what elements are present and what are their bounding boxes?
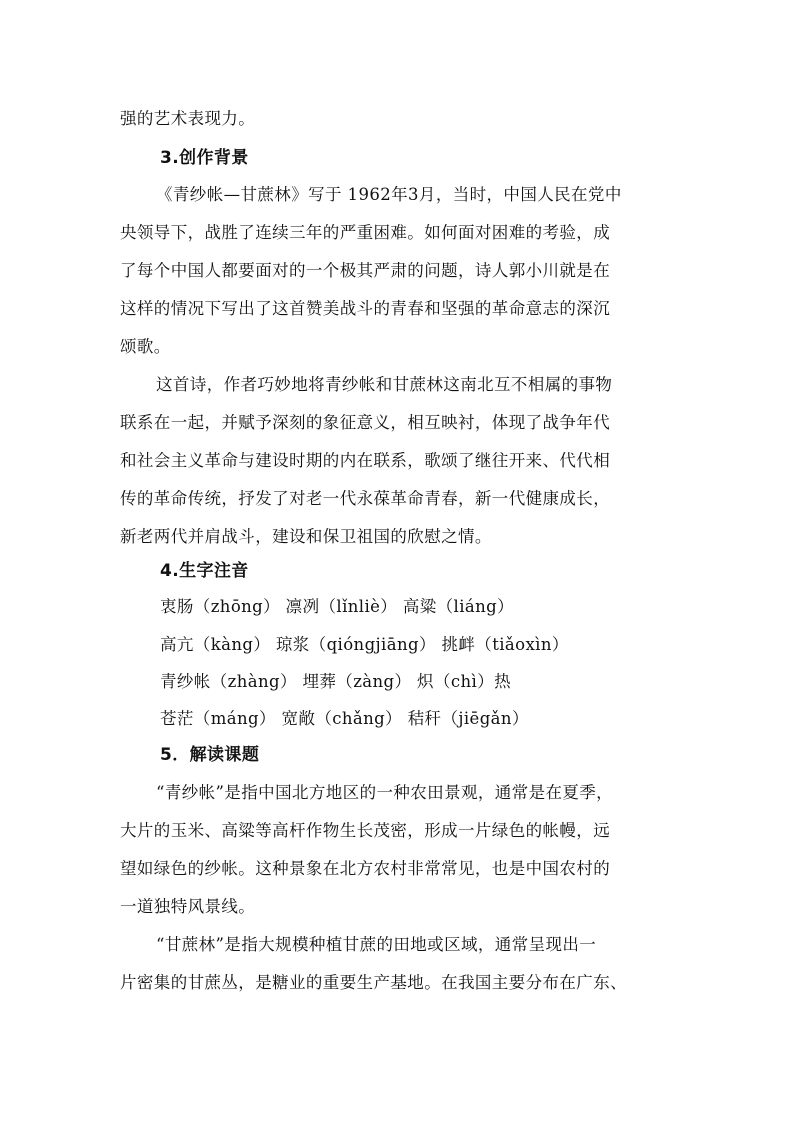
pinyin-line: 衷肠（zhōng） 凛冽（lǐnliè） 高粱（liáng） <box>160 597 515 616</box>
text-line: 一道独特风景线。 <box>120 897 256 916</box>
text-line: 传的革命传统，抒发了对老一代永葆革命青春，新一代健康成长， <box>120 489 611 508</box>
text-line: 央领导下，战胜了连续三年的严重困难。如何面对困难的考验，成 <box>120 223 611 242</box>
pinyin-line: 苍茫（máng） 宽敞（chǎng） 秸秆（jiēgǎn） <box>160 709 529 728</box>
text-line: 新老两代并肩战斗，建设和保卫祖国的欣慰之情。 <box>120 527 492 546</box>
text-line: 和社会主义革命与建设时期的内在联系，歌颂了继往开来、代代相 <box>120 451 611 470</box>
text-line: 这首诗，作者巧妙地将青纱帐和甘蔗林这南北互不相属的事物 <box>156 375 613 394</box>
text-line: 了每个中国人都要面对的一个极其严肃的问题，诗人郭小川就是在 <box>120 261 611 280</box>
pinyin-line: 青纱帐（zhàng） 埋葬（zàng） 炽（chì）热 <box>160 672 511 691</box>
text-line: 这样的情况下写出了这首赞美战斗的青春和坚强的革命意志的深沉 <box>120 299 611 318</box>
text-line: 望如绿色的纱帐。这种景象在北方农村非常常见，也是中国农村的 <box>120 859 611 878</box>
section-heading-title-interpretation: 5．解读课题 <box>160 745 260 765</box>
text-line: 大片的玉米、高粱等高杆作物生长茂密，形成一片绿色的帐幔，远 <box>120 821 611 840</box>
text-line: 颂歌。 <box>120 337 171 356</box>
pinyin-line: 高亢（kàng） 琼浆（qióngjiāng） 挑衅（tiǎoxìn） <box>160 635 569 654</box>
text-line: 《青纱帐—甘蔗林》写于 1962年3月，当时，中国人民在党中 <box>156 185 622 204</box>
section-heading-pronunciation: 4.生字注音 <box>160 561 249 581</box>
text-line: “甘蔗林”是指大规模种植甘蔗的田地或区域，通常呈现出一 <box>156 935 597 954</box>
section-heading-creation-background: 3.创作背景 <box>160 148 249 168</box>
text-line: 强的艺术表现力。 <box>120 109 256 128</box>
text-line: 联系在一起，并赋予深刻的象征意义，相互映衬，体现了战争年代 <box>120 413 611 432</box>
text-line: 片密集的甘蔗丛，是糖业的重要生产基地。在我国主要分布在广东、 <box>120 973 627 992</box>
text-line: “青纱帐”是指中国北方地区的一种农田景观，通常是在夏季， <box>156 783 614 802</box>
